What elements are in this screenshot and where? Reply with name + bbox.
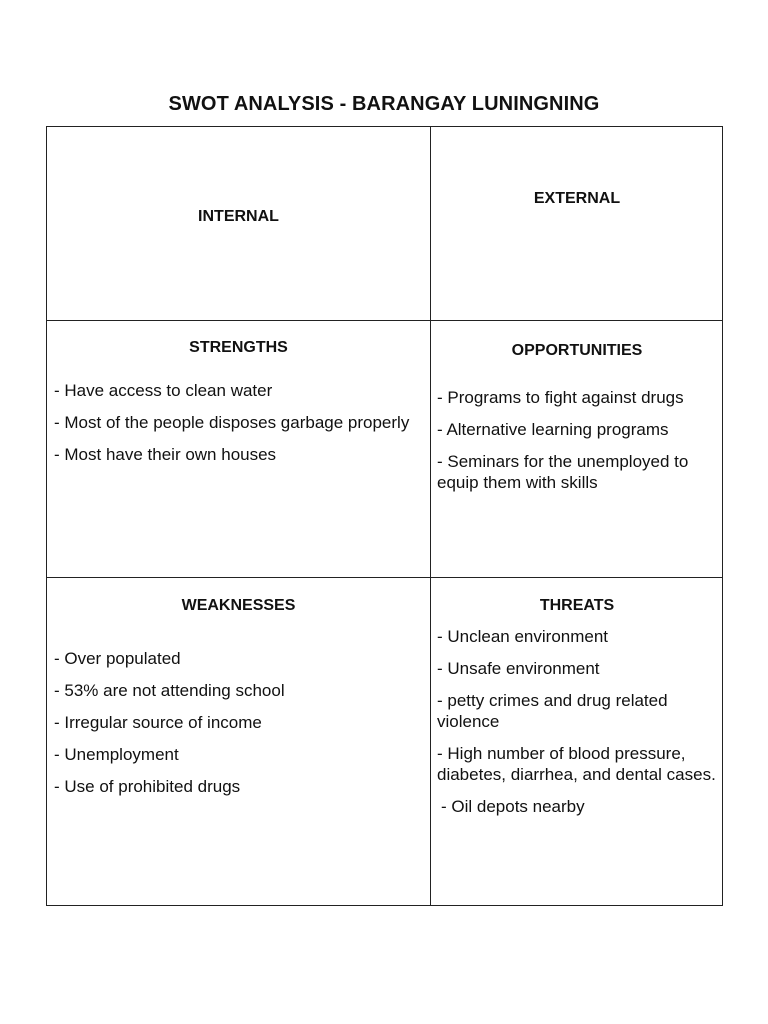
strengths-cell bbox=[47, 321, 430, 577]
list-item: - High number of blood pressure, diabetes, diarrhea, and dental cases. bbox=[437, 744, 716, 784]
strengths-heading: STRENGTHS bbox=[189, 339, 288, 356]
external-header-cell bbox=[431, 127, 723, 320]
threats-cell bbox=[431, 578, 723, 906]
list-item: - Irregular source of income bbox=[54, 713, 262, 732]
list-item: - Unsafe environment bbox=[437, 659, 600, 678]
list-item: - Use of prohibited drugs bbox=[54, 777, 241, 796]
list-item: - Have access to clean water bbox=[54, 381, 273, 400]
list-item: - Alternative learning programs bbox=[437, 420, 669, 439]
swot-table bbox=[46, 126, 723, 906]
weaknesses-heading: WEAKNESSES bbox=[181, 597, 296, 614]
list-item: - Unclean environment bbox=[437, 627, 609, 646]
opportunities-list bbox=[437, 387, 719, 504]
list-item: - Seminars for the unemployed to equip them with skills bbox=[437, 452, 689, 492]
list-item: - Oil depots nearby bbox=[441, 797, 585, 816]
list-item: - Programs to fight against drugs bbox=[437, 388, 684, 407]
internal-heading: INTERNAL bbox=[198, 208, 279, 225]
list-item: - Unemployment bbox=[54, 745, 179, 764]
opportunities-cell bbox=[431, 321, 723, 577]
list-item: - Most of the people disposes garbage properly bbox=[54, 413, 410, 432]
list-item: - Most have their own houses bbox=[54, 445, 277, 464]
weaknesses-cell bbox=[47, 578, 430, 906]
external-heading: EXTERNAL bbox=[533, 190, 621, 207]
internal-header-cell bbox=[47, 127, 430, 320]
weaknesses-list bbox=[54, 648, 424, 808]
document-title: SWOT ANALYSIS - BARANGAY LUNINGNING bbox=[168, 93, 600, 115]
strengths-list bbox=[54, 380, 428, 476]
list-item: - petty crimes and drug related violence bbox=[437, 691, 668, 731]
list-item: - Over populated bbox=[54, 649, 181, 668]
list-item: - 53% are not attending school bbox=[54, 681, 285, 700]
opportunities-heading: OPPORTUNITIES bbox=[511, 342, 643, 359]
threats-list bbox=[437, 626, 719, 828]
threats-heading: THREATS bbox=[539, 597, 615, 614]
